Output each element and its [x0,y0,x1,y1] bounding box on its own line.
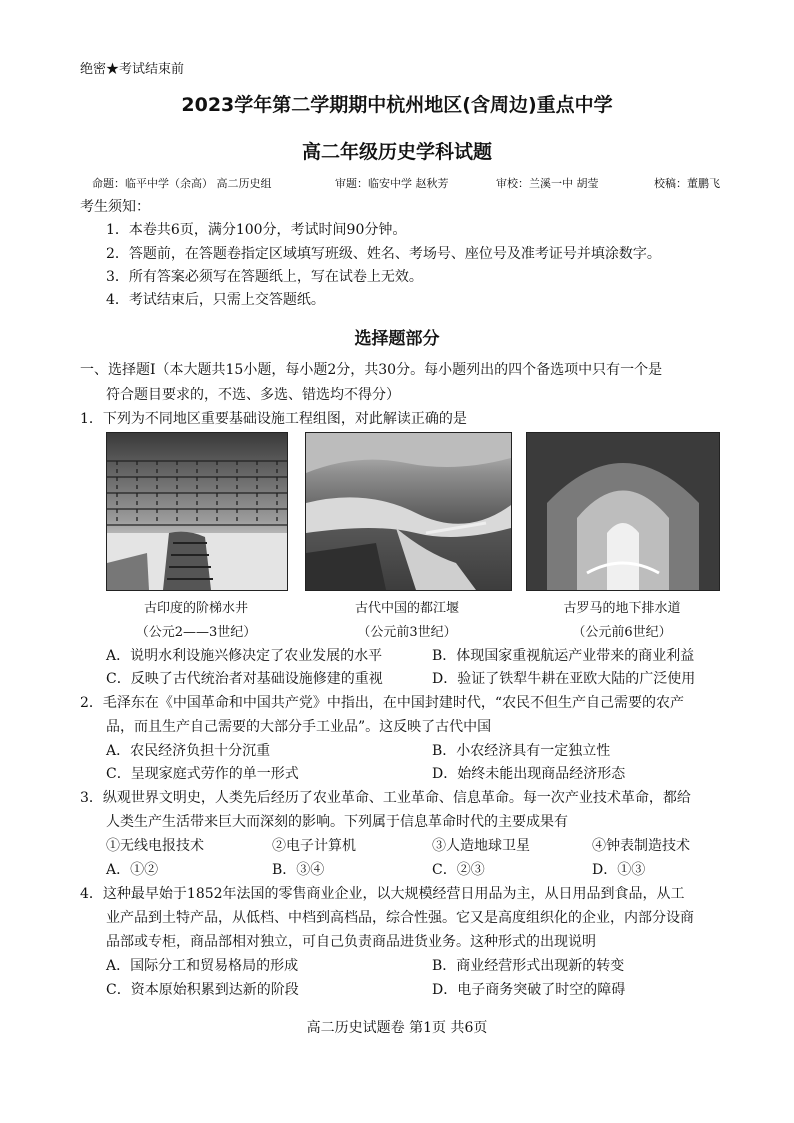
exam-title: 2023学年第二学期期中杭州地区(含周边)重点中学 [181,94,613,116]
section-title: 选择题部分 [354,329,440,349]
notice-item: 1．本卷共6页，满分100分，考试时间90分钟。 [106,222,407,238]
q1-option-c[interactable]: C．反映了古代统治者对基础设施修建的重视 [106,671,383,687]
q3-item-2: ②电子计算机 [272,838,356,854]
image-date-dujiangyan: （公元前3世纪） [357,625,457,640]
q2-option-c[interactable]: C．呈现家庭式劳作的单一形式 [106,766,299,782]
credit-proofreader: 校稿：董鹏飞 [654,177,720,190]
q3-option-b[interactable]: B．③④ [272,862,325,878]
photo-roman-sewer [526,432,720,591]
q3-option-d[interactable]: D．①③ [592,862,646,878]
question-3-stem-cont: 人类生产生活带来巨大而深刻的影响。下列属于信息革命时代的主要成果有 [106,814,568,830]
image-caption-stepwell: 古印度的阶梯水井 [143,601,248,616]
notice-item: 2．答题前，在答题卷指定区域填写班级、姓名、考场号、座位号及准考证号并填涂数字。 [106,246,661,262]
image-caption-dujiangyan: 古代中国的都江堰 [354,601,459,616]
question-3-stem: 3．纵观世界文明史，人类先后经历了农业革命、工业革命、信息革命。每一次产业技术革命，都给 [80,790,691,806]
q4-option-d[interactable]: D．电子商务突破了时空的障碍 [432,982,626,998]
notice-item: 3．所有答案必须写在答题纸上，写在试卷上无效。 [106,269,423,285]
q3-item-4: ④钟表制造技术 [592,838,690,854]
q3-option-a[interactable]: A．①② [106,862,159,878]
q4-option-b[interactable]: B．商业经营形式出现新的转变 [432,958,625,974]
q4-option-c[interactable]: C．资本原始积累到达新的阶段 [106,982,299,998]
q2-option-d[interactable]: D．始终未能出现商品经济形态 [432,766,626,782]
page-footer: 高二历史试题卷 第1页 共6页 [306,1020,488,1036]
part-instruction-cont: 符合题目要求的，不选、多选、错选均不得分） [106,387,400,403]
photo-dujiangyan [305,432,512,591]
image-date-stepwell: （公元2——3世纪） [135,625,257,640]
exam-subtitle: 高二年级历史学科试题 [301,141,492,163]
q1-option-b[interactable]: B．体现国家重视航运产业带来的商业利益 [432,648,695,664]
question-4-stem-cont2: 品部或专柜，商品部相对独立，可自己负责商品进货业务。这种形式的出现说明 [106,934,596,950]
question-2-stem-cont: 品，而且生产自己需要的大部分手工业品”。这反映了古代中国 [106,719,492,735]
photo-stepwell [106,432,288,591]
q3-item-3: ③人造地球卫星 [432,838,530,854]
credit-author: 命题：临平中学（余高） 高二历史组 [92,177,272,190]
question-4-stem-cont: 业产品到土特产品，从低档、中档到高档品，综合性强。它又是高度组织化的企业，内部分设商 [106,910,694,926]
confidential-label: 绝密★考试结束前 [80,62,185,77]
question-4-stem: 4．这种最早始于1852年法国的零售商业企业，以大规模经营日用品为主，从日用品到食品，从工 [80,886,685,902]
question-1-stem: 1．下列为不同地区重要基础设施工程组图，对此解读正确的是 [80,411,467,427]
q4-option-a[interactable]: A．国际分工和贸易格局的形成 [106,958,299,974]
credit-checker: 审校：兰溪一中 胡莹 [496,177,599,190]
q2-option-b[interactable]: B．小农经济具有一定独立性 [432,743,611,759]
part-instruction: 一、选择题Ⅰ（本大题共15小题，每小题2分，共30分。每小题列出的四个备选项中只有一个是 [80,362,663,378]
q3-option-c[interactable]: C．②③ [432,862,485,878]
q1-option-a[interactable]: A．说明水利设施兴修决定了农业发展的水平 [106,648,383,664]
question-2-stem: 2．毛泽东在《中国革命和中国共产党》中指出，在中国封建时代，“农民不但生产自己需要的农产 [80,695,685,711]
q1-option-d[interactable]: D．验证了铁犁牛耕在亚欧大陆的广泛使用 [432,671,696,687]
image-caption-roman-sewer: 古罗马的地下排水道 [563,601,681,616]
notice-item: 4．考试结束后，只需上交答题纸。 [106,292,325,308]
image-date-roman-sewer: （公元前6世纪） [572,625,672,640]
credit-reviewer: 审题：临安中学 赵秋芳 [335,177,449,190]
q3-item-1: ①无线电报技术 [106,838,204,854]
notice-heading: 考生须知： [80,199,150,215]
q2-option-a[interactable]: A．农民经济负担十分沉重 [106,743,271,759]
